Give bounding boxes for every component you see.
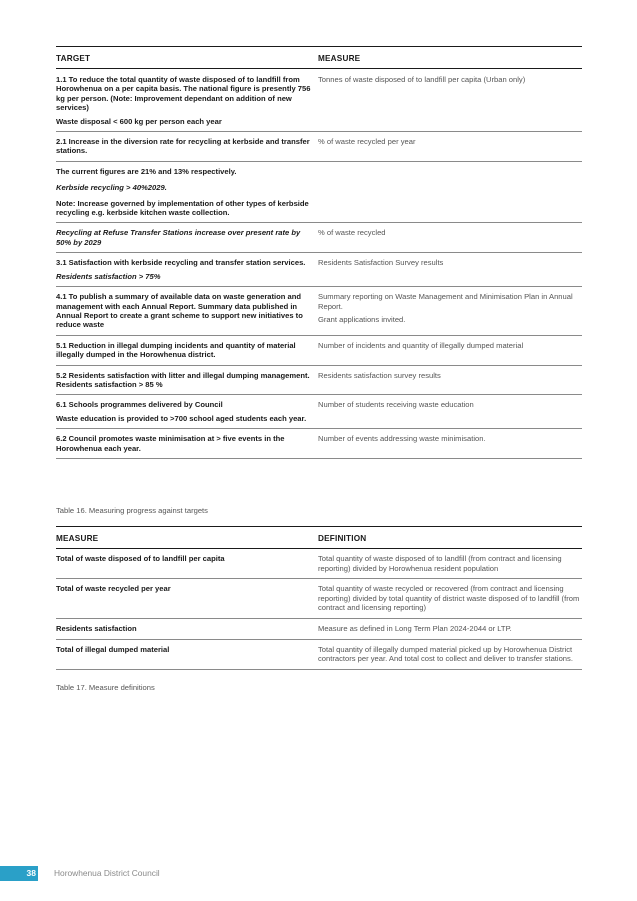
measure-text: Residents satisfaction survey results <box>318 370 441 380</box>
target-text: Waste disposal < 600 kg per person each year <box>56 116 222 126</box>
definitions-table <box>56 526 582 670</box>
table-header <box>56 526 582 549</box>
table-row <box>56 579 582 619</box>
targets-table <box>56 46 582 459</box>
measure-name: Total of waste recycled per year <box>56 584 171 594</box>
measure-text: Residents Satisfaction Survey results <box>318 258 444 268</box>
table-row <box>56 429 582 459</box>
footer-org-name: Horowhenua District Council <box>54 868 160 878</box>
table-header <box>56 46 582 69</box>
target-text: 5.1 Reduction in illegal dumping incidents and quantity of material illegally dumped in the Horowhenua district. <box>56 340 296 360</box>
definition-text: Total quantity of waste recycled or recovered (from contract and licensing reporting) divided by total quantity of district waste disposed of to landfill (from contract and licensing reporting) <box>318 584 580 613</box>
measure-name: Total of illegal dumped material <box>56 644 170 654</box>
target-text: 1.1 To reduce the total quantity of waste disposed of to landfill from Horowhenua on a per capita basis. The national figure is presently 756 kg per person. (Note: Improvement dependant on addition of new services) <box>56 75 311 113</box>
table-row <box>56 132 582 162</box>
table-16-caption: Table 16. Measuring progress against targets <box>56 506 208 515</box>
target-note: Note: Increase governed by implementation of other types of kerbside recycling e.g. kerbside kitchen waste collection. <box>56 198 309 218</box>
measure-name: Total of waste disposed of to landfill per capita <box>56 554 225 563</box>
table-row <box>56 395 582 429</box>
page-number-badge: 38 <box>0 866 38 881</box>
measure-text: Number of events addressing waste minimisation. <box>318 434 486 444</box>
header-measure: MEASURE <box>318 54 361 63</box>
target-text: The current figures are 21% and 13% respectively. <box>56 166 237 176</box>
measure-text: Summary reporting on Waste Management and Minimisation Plan in Annual Report. <box>318 292 573 311</box>
table-row <box>56 223 582 253</box>
target-text: 5.2 Residents satisfaction with litter and illegal dumping management. Residents satisfaction > 85 % <box>56 370 310 389</box>
target-text: Residents satisfaction > 75% <box>56 271 161 281</box>
header-definition: DEFINITION <box>318 534 367 543</box>
measure-text: Grant applications invited. <box>318 315 406 325</box>
table-row <box>56 549 582 579</box>
target-text: Kerbside recycling > 40%2029. <box>56 183 167 193</box>
table-row <box>56 640 582 670</box>
table-row <box>56 253 582 287</box>
target-text: 2.1 Increase in the diversion rate for recycling at kerbside and transfer stations. <box>56 137 310 156</box>
target-text: Waste education is provided to >700 school aged students each year. <box>56 413 307 423</box>
definition-text: Total quantity of illegally dumped material picked up by Horowhenua District contractors per year. And total cost to collect and deliver to transfer stations. <box>318 644 573 664</box>
definition-text: Measure as defined in Long Term Plan 2024-2044 or LTP. <box>318 623 512 633</box>
target-text: 6.1 Schools programmes delivered by Council <box>56 400 223 410</box>
measure-text: Number of students receiving waste education <box>318 400 474 410</box>
target-text: Recycling at Refuse Transfer Stations increase over present rate by 50% by 2029 <box>56 228 301 247</box>
table-row <box>56 287 582 336</box>
header-target: TARGET <box>56 54 91 63</box>
table-row <box>56 181 582 223</box>
table-row <box>56 619 582 640</box>
table-row <box>56 336 582 366</box>
measure-text: Number of incidents and quantity of illegally dumped material <box>318 340 524 350</box>
table-17-caption: Table 17. Measure definitions <box>56 683 155 692</box>
target-text: 6.2 Council promotes waste minimisation at > five events in the Horowhenua each year. <box>56 434 285 453</box>
table-row <box>56 69 582 132</box>
header-measure: MEASURE <box>56 534 99 543</box>
table-row <box>56 366 582 396</box>
target-text: 4.1 To publish a summary of available data on waste generation and management with each Annual Report. Summary data published in Annual Report to create a grant scheme to support new initiatives to reduce waste <box>56 292 303 330</box>
definition-text: Total quantity of waste disposed of to landfill (from contract and licensing reporting) divided by Horowhenua resident population <box>318 554 562 573</box>
measure-text: % of waste recycled per year <box>318 137 416 147</box>
measure-name: Residents satisfaction <box>56 623 137 633</box>
target-text: 3.1 Satisfaction with kerbside recycling and transfer station services. <box>56 258 306 268</box>
measure-text: Tonnes of waste disposed of to landfill per capita (Urban only) <box>318 75 526 84</box>
measure-text: % of waste recycled <box>318 228 386 238</box>
table-row <box>56 162 582 181</box>
